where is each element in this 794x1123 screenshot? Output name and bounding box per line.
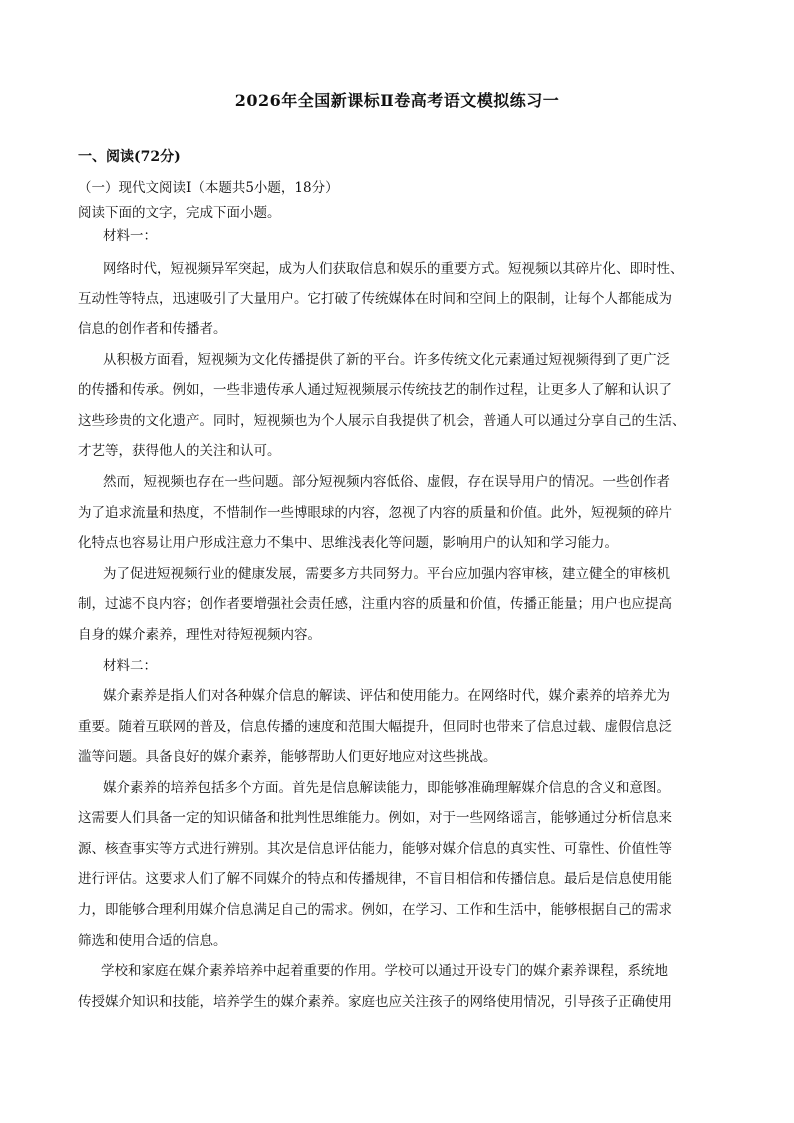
body-line: 制，过滤不良内容；创作者要增强社会责任感，注重内容的质量和价值，传播正能量；用户也应提高 (78, 596, 672, 612)
body-line: 化特点也容易让用户形成注意力不集中、思维浅表化等问题，影响用户的认知和学习能力。 (78, 535, 618, 551)
subsection-heading: （一）现代文阅读Ⅰ（本题共5小题，18分） (78, 180, 339, 196)
section-heading: 一、阅读(72分) (78, 149, 181, 165)
body-line: 筛选和使用合适的信息。 (78, 933, 227, 949)
body-line: 这需要人们具备一定的知识储备和批判性思维能力。例如，对于一些网络谣言，能够通过分析信息来 (78, 810, 672, 826)
material-one-label: 材料一： (103, 228, 157, 244)
body-line: 为了追求流量和热度，不惜制作一些博眼球的内容，忽视了内容的质量和价值。此外，短视频的碎片 (78, 505, 672, 521)
body-line: 从积极方面看，短视频为文化传播提供了新的平台。许多传统文化元素通过短视频得到了更广泛 (103, 352, 670, 368)
body-line: 网络时代，短视频异军突起，成为人们获取信息和娱乐的重要方式。短视频以其碎片化、即时性、 (103, 261, 684, 277)
body-line: 进行评估。这要求人们了解不同媒介的特点和传播规律，不盲目相信和传播信息。最后是信息使用能 (78, 871, 672, 887)
body-line: 这些珍贵的文化遗产。同时，短视频也为个人展示自我提供了机会，普通人可以通过分享自己的生活、 (78, 413, 686, 429)
body-line: 信息的创作者和传播者。 (78, 321, 227, 337)
body-line: 力，即能够合理利用媒介信息满足自己的需求。例如，在学习、工作和生活中，能够根据自己的需求 (78, 902, 672, 918)
page-title: 2026年全国新课标Ⅱ卷高考语文模拟练习一 (234, 91, 560, 110)
body-line: 然而，短视频也存在一些问题。部分短视频内容低俗、虚假，存在误导用户的情况。一些创作者 (103, 474, 670, 490)
body-line: 才艺等，获得他人的关注和认可。 (78, 443, 281, 459)
body-line: 媒介素养的培养包括多个方面。首先是信息解读能力，即能够准确理解媒介信息的含义和意图。 (103, 780, 670, 796)
body-line: 媒介素养是指人们对各种媒介信息的解读、评估和使用能力。在网络时代，媒介素养的培养尤为 (103, 688, 670, 704)
body-line: 重要。随着互联网的普及，信息传播的速度和范围大幅提升，但同时也带来了信息过载、虚假信息泛 (78, 719, 672, 735)
body-line: 学校和家庭在媒介素养培养中起着重要的作用。学校可以通过开设专门的媒介素养课程，系统地 (101, 963, 668, 979)
body-line: 源、核查事实等方式进行辨别。其次是信息评估能力，能够对媒介信息的真实性、可靠性、价值性等 (78, 841, 672, 857)
body-line: 为了促进短视频行业的健康发展，需要多方共同努力。平台应加强内容审核，建立健全的审核机 (103, 566, 670, 582)
body-line: 滥等问题。具备良好的媒介素养，能够帮助人们更好地应对这些挑战。 (78, 749, 497, 765)
body-line: 互动性等特点，迅速吸引了大量用户。它打破了传统媒体在时间和空间上的限制，让每个人都能成为 (78, 291, 672, 307)
body-line: 传授媒介知识和技能，培养学生的媒介素养。家庭也应关注孩子的网络使用情况，引导孩子正确使用 (78, 994, 672, 1010)
body-line: 自身的媒介素养，理性对待短视频内容。 (78, 627, 321, 643)
material-two-label: 材料二： (103, 658, 157, 674)
body-line: 的传播和传承。例如，一些非遗传承人通过短视频展示传统技艺的制作过程，让更多人了解和认识了 (78, 382, 672, 398)
reading-instruction: 阅读下面的文字，完成下面小题。 (78, 205, 281, 221)
